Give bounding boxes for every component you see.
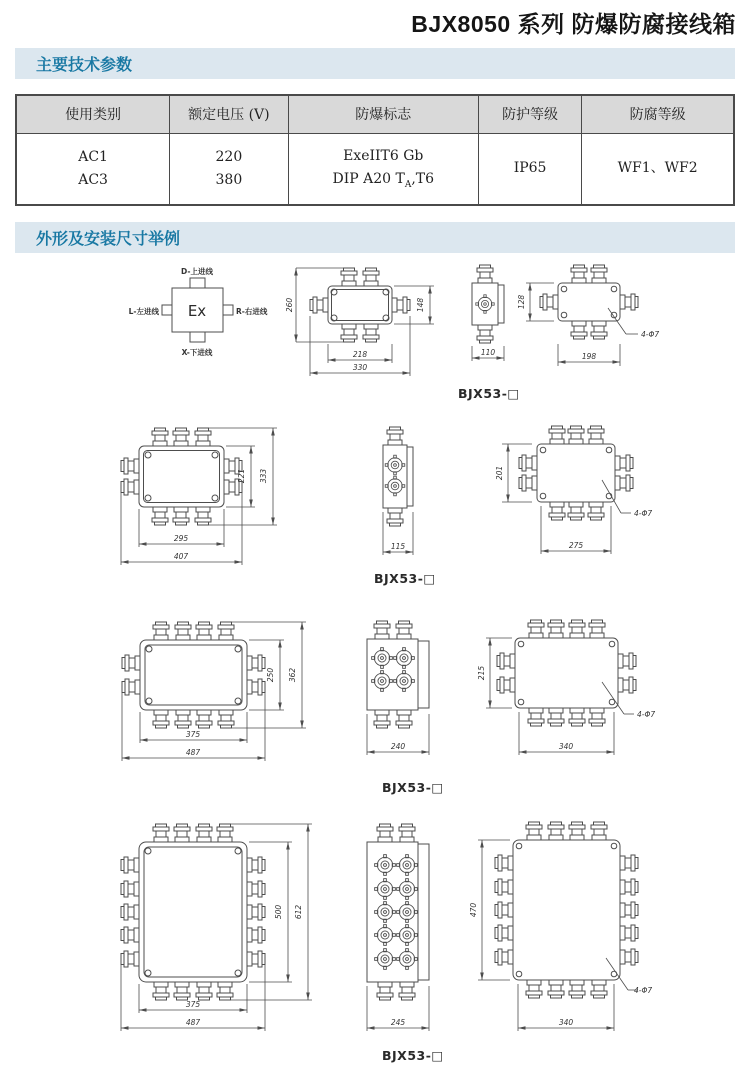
dim-label: 148 — [416, 297, 425, 313]
dim-label: 260 — [285, 297, 294, 313]
legend-left-entry: L-左进线 — [128, 307, 159, 316]
dim-label: 201 — [495, 465, 504, 481]
dimensions — [121, 824, 312, 1031]
dim-label: 198 — [581, 352, 597, 361]
col-header-protection: 防护等级 — [478, 95, 581, 133]
row4-front-view — [103, 810, 335, 1052]
cable-glands — [375, 824, 418, 1000]
cable-glands — [519, 426, 633, 520]
cell-usage: AC1 AC3 — [16, 133, 170, 205]
cable-glands — [540, 265, 638, 339]
section-title: 外形及安装尺寸举例 — [36, 231, 181, 248]
cable-glands — [121, 824, 265, 1000]
dim-label: 115 — [390, 542, 406, 551]
legend-right-entry: R-右进线 — [236, 307, 268, 316]
cell-corrosion: WF1、WF2 — [582, 133, 734, 205]
box-outline — [139, 446, 224, 507]
model-label: BJX53-□ — [382, 1048, 444, 1063]
cell-voltage: 220 380 — [170, 133, 288, 205]
section-title: 主要技术参数 — [36, 57, 133, 74]
box-outline — [558, 283, 620, 321]
box-outline — [140, 640, 247, 710]
row3-front-view — [103, 612, 335, 774]
dimensions — [472, 346, 504, 361]
col-header-corrosion: 防腐等级 — [582, 95, 734, 133]
dim-label: 375 — [185, 1000, 201, 1009]
col-header-ex-mark: 防爆标志 — [288, 95, 478, 133]
legend-bottom-entry: X-下进线 — [181, 348, 213, 357]
dim-label: 128 — [517, 294, 526, 310]
dim-label: 407 — [173, 552, 189, 561]
dim-label: 330 — [352, 363, 368, 372]
cell-protection: IP65 — [478, 133, 581, 205]
row1-back-view — [510, 256, 738, 378]
box-outline — [515, 638, 618, 708]
cable-glands — [310, 268, 410, 342]
dim-label: 245 — [390, 1018, 406, 1027]
page-title: BJX8050 系列 防爆防腐接线箱 — [411, 11, 736, 37]
box-outline — [472, 283, 504, 325]
hole-callout: 4-Φ7 — [641, 330, 660, 339]
dim-label: 362 — [288, 667, 297, 683]
ex-mark-label: Ex — [187, 302, 207, 320]
box-outline — [367, 842, 429, 982]
row2-side-view — [367, 420, 429, 570]
box-outline — [328, 286, 392, 324]
row1-front-view — [282, 256, 460, 386]
cable-glands — [476, 265, 494, 343]
col-header-usage: 使用类别 — [16, 95, 170, 133]
dim-label: 340 — [558, 1018, 574, 1027]
dim-label: 110 — [480, 348, 496, 357]
cell-ex-mark: ExeIIT6 Gb DIP A20 $T_A,T6$ — [288, 133, 478, 205]
dim-label: 500 — [274, 904, 283, 920]
table-row — [16, 133, 734, 205]
dim-label: 221 — [237, 468, 246, 484]
hole-callout: 4-Φ7 — [634, 986, 653, 995]
row3-back-view — [478, 612, 728, 774]
cable-glands — [497, 620, 636, 726]
col-header-voltage: 额定电压 (V) — [170, 95, 288, 133]
box-outline — [383, 445, 413, 508]
cable-glands — [495, 822, 638, 998]
dim-label: 487 — [185, 748, 201, 757]
dim-label: 250 — [266, 667, 275, 683]
model-label: BJX53-□ — [382, 780, 444, 795]
cable-glands — [372, 621, 415, 728]
hole-callout: 4-Φ7 — [634, 509, 653, 518]
box-outline — [139, 842, 247, 982]
dim-label: 470 — [469, 902, 478, 918]
model-label: BJX53-□ — [458, 386, 520, 401]
row3-side-view — [360, 612, 456, 764]
dim-label: 240 — [390, 742, 406, 751]
row4-back-view — [470, 810, 726, 1052]
section-header-parameters — [15, 48, 735, 79]
dim-label: 295 — [173, 534, 189, 543]
section-header-dimensions — [15, 222, 735, 253]
box-outline — [367, 639, 429, 710]
dimensions — [517, 283, 659, 366]
model-label: BJX53-□ — [374, 571, 436, 586]
dim-label: 218 — [352, 350, 368, 359]
row1-side-view — [446, 256, 512, 376]
dim-label: 275 — [568, 541, 584, 550]
entry-direction-legend — [115, 254, 280, 366]
dim-label: 333 — [259, 468, 268, 484]
dim-label: 612 — [294, 904, 303, 920]
cable-glands — [385, 427, 405, 526]
dimensions — [367, 714, 429, 755]
table-header-row — [16, 95, 734, 133]
dimensions — [121, 428, 277, 565]
dim-label: 487 — [185, 1018, 201, 1027]
dimensions — [122, 622, 306, 761]
dim-label: 215 — [477, 665, 486, 681]
row2-front-view — [103, 420, 327, 570]
box-outline — [513, 840, 620, 980]
legend-top-entry: D-上进线 — [181, 267, 213, 276]
dimensions — [367, 986, 429, 1031]
hole-callout: 4-Φ7 — [637, 710, 656, 719]
row2-back-view — [488, 420, 718, 570]
row4-side-view — [360, 810, 456, 1050]
parameters-table — [15, 94, 735, 206]
dimensions — [383, 512, 413, 555]
cable-glands — [122, 622, 265, 728]
dimensions — [285, 268, 434, 376]
dim-label: 340 — [558, 742, 574, 751]
box-outline — [537, 444, 615, 502]
dim-label: 375 — [185, 730, 201, 739]
